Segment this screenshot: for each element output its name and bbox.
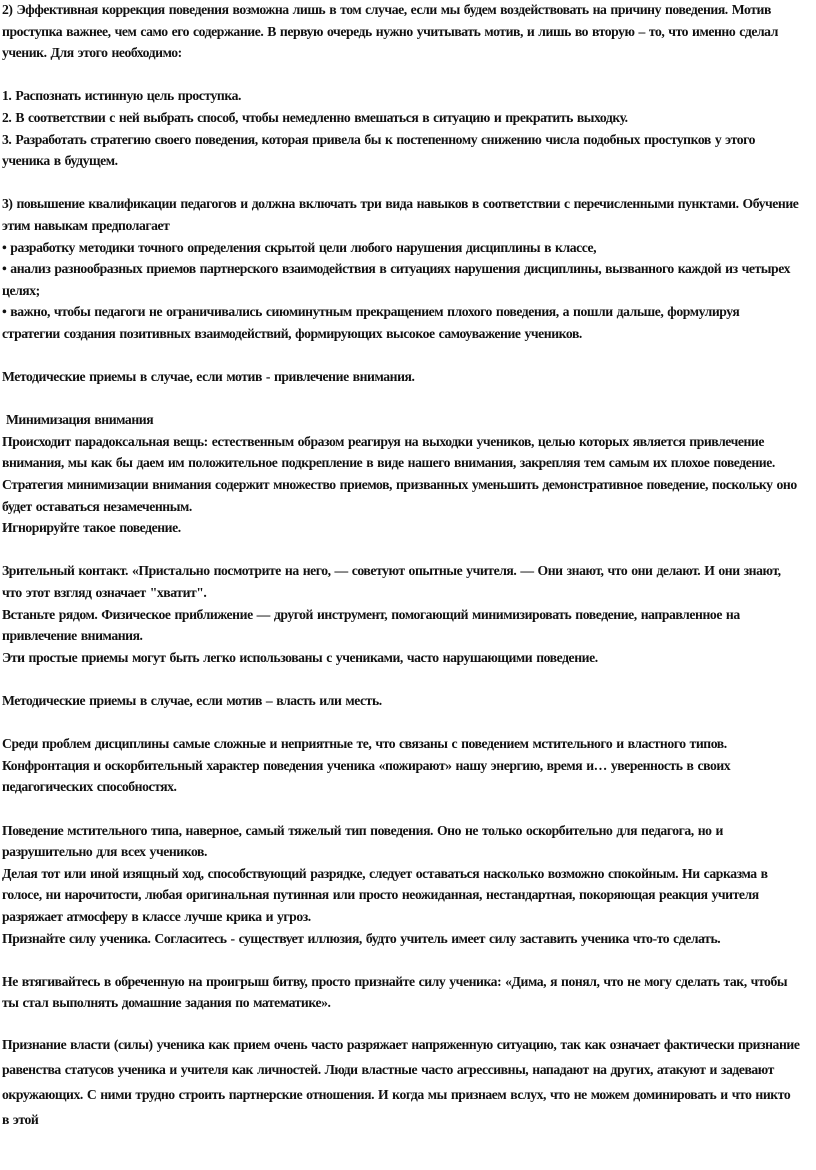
- spacer: [2, 799, 800, 821]
- spacer: [2, 346, 800, 368]
- spacer: [2, 540, 800, 562]
- spacer: [2, 1015, 800, 1033]
- power-heading: Методические приемы в случае, если мотив – власть или месть.: [2, 694, 382, 709]
- spacer: [2, 173, 800, 195]
- spacer: [2, 669, 800, 691]
- acknowledge-paragraph: Признайте силу ученика. Согласитесь - существует иллюзия, будто учитель имеет силу заставить ученика что-то сделать.: [2, 931, 721, 947]
- step-1: 1. Распознать истинную цель проступка.: [2, 89, 241, 105]
- step-2: 2. В соответствии с ней выбрать способ, чтобы немедленно вмешаться в ситуацию и прекратить выходку.: [2, 110, 628, 126]
- no-battle-paragraph: Не втягивайтесь в обреченную на проигрыш битву, просто признайте силу ученика: «Дима, я понял, что не могу сделать так, чтобы ты стал выполнять домашние задания по математике».: [2, 974, 788, 1012]
- document-page: [2, 0, 800, 1133]
- bullet-2: • анализ разнообразных приемов партнерского взаимодействия в ситуациях нарушения дисциплины, вызванного каждой из четырех целях;: [2, 262, 790, 299]
- spacer: [2, 65, 800, 87]
- ignore-line: Игнорируйте такое поведение.: [2, 521, 181, 537]
- attention-subheading: Минимизация внимания: [2, 413, 154, 429]
- attention-paragraph: Происходит парадоксальная вещь: естественным образом реагируя на выходки учеников, целью которых является привлечение внимания, мы как бы даем им положительное подкрепление в виде нашего внимания, закрепляя тем самым их плохое поведение. Стратегия минимизации внимания содержит множество приемов, призванных уменьшить демонстративное поведение, поскольку оно будет оставаться незамеченным.: [2, 434, 797, 515]
- step-3: 3. Разработать стратегию своего поведения, которая привела бы к постепенному снижению числа подобных проступков у этого ученика в будущем.: [2, 132, 755, 170]
- recognition-paragraph: Признание власти (силы) ученика как прием очень часто разряжает напряженную ситуацию, так как означает фактически признание равенства статусов ученика и учителя как личностей. Люди властные часто агрессивны, нападают на других, атакуют и задевают окружающих. С ними трудно строить партнерские отношения. И когда мы признаем вслух, что не можем доминировать и что никто в этой: [2, 1037, 800, 1128]
- revenge-paragraph: Поведение мстительного типа, наверное, самый тяжелый тип поведения. Оно не только оскорбительно для педагога, но и разрушительно для всех учеников.: [2, 823, 723, 861]
- problems-paragraph: Среди проблем дисциплины самые сложные и неприятные те, что связаны с поведением мстительного и властного типов. Конфронтация и оскорбительный характер поведения ученика «пожирают» нашу энергию, время и… уверенность в своих педагогических способностях.: [2, 737, 731, 796]
- spacer: [2, 950, 800, 972]
- stand-near-paragraph: Встаньте рядом. Физическое приближение — другой инструмент, помогающий минимизировать поведение, направленное на привлечение внимания.: [2, 607, 740, 645]
- section-3-intro: 3) повышение квалификации педагогов и должна включать три вида навыков в соответствии с перечисленными пунктами. Обучение этим навыкам предполагает: [2, 197, 799, 234]
- spacer: [2, 713, 800, 735]
- calm-paragraph: Делая тот или иной изящный ход, способствующий разрядке, следует оставаться насколько возможно спокойным. Ни сарказма в голосе, ни нарочитости, любая оригинальная путинная или просто неожиданная, нестандартная, покоряющая реакция учителя разряжает атмосферу в классе лучше крика и угроз.: [2, 866, 768, 925]
- section-2-intro: 2) Эффективная коррекция поведения возможна лишь в том случае, если мы будем воздействовать на причину поведения. Мотив проступка важнее, чем само его содержание. В первую очередь нужно учитывать мотив, и лишь во вторую – то, что именно сделал ученик. Для этого необходимо:: [2, 3, 778, 62]
- spacer: [2, 389, 800, 411]
- bullet-1: • разработку методики точного определения скрытой цели любого нарушения дисциплины в классе,: [2, 240, 597, 256]
- simple-techniques-line: Эти простые приемы могут быть легко использованы с учениками, часто нарушающими поведение.: [2, 650, 598, 666]
- attention-heading: Методические приемы в случае, если мотив - привлечение внимания.: [2, 370, 415, 386]
- bullet-3: • важно, чтобы педагоги не ограничивались сиюминутным прекращением плохого поведения, а пошли дальше, формулируя стратегии создания позитивных взаимодействий, формирующих высокое самоуважение учеников.: [2, 305, 740, 342]
- eye-contact-paragraph: Зрительный контакт. «Пристально посмотрите на него, — советуют опытные учителя. — Они знают, что они делают. И они знают, что этот взгляд означает "хватит".: [2, 564, 781, 602]
